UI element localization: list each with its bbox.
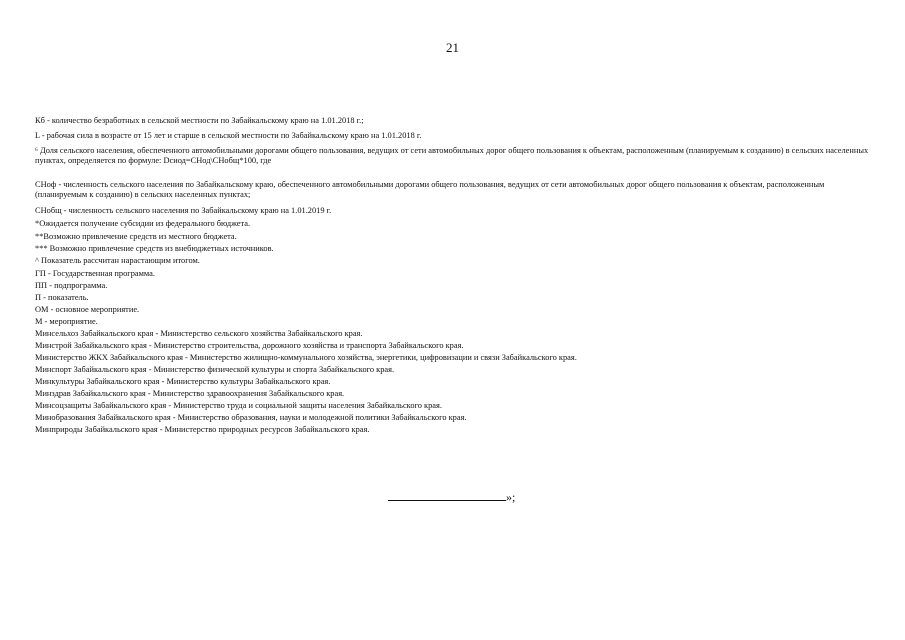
abbr-p: П - показатель. [35,293,89,302]
abbr-minzdrav: Минздрав Забайкальского края - Министерство здравоохранения Забайкальского края. [35,389,345,398]
abbr-minstroy: Минстрой Забайкальского края - Министерство строительства, дорожного хозяйства и транспорта Забайкальского края. [35,341,464,350]
l-definition: L - рабочая сила в возрасте от 15 лет и старше в сельской местности по Забайкальскому краю на 1.01.2018 г. [35,131,422,140]
footnote-6-formula: ⁶ Доля сельского населения, обеспеченного автомобильными дорогами общего пользования, ведущих от сети автомобильных дорог общего пользования к объектам, расположенным (планируемым к созданию) в сельских населенных пунктах, определяется по формуле: Dсиод=СНод\СНобщ*100, где [35,146,869,165]
abbr-minobrazovaniya: Минобразования Забайкальского края - Министерство образования, науки и молодежной политики Забайкальского края. [35,413,467,422]
abbr-om: ОМ - основное мероприятие. [35,305,140,314]
kb-definition: Кб - количество безработных в сельской местности по Забайкальскому краю на 1.01.2018 г.; [35,116,364,125]
abbr-minprirody: Минприроды Забайкальского края - Министерство природных ресурсов Забайкальского края. [35,425,370,434]
page-number: 21 [446,40,459,55]
note-local-budget: **Возможно привлечение средств из местного бюджета. [35,232,237,241]
snof-definition: СНоф - численность сельского населения по Забайкальскому краю, обеспеченного автомобильными дорогами общего пользования, ведущих от сети автомобильных дорог общего пользования к объектам, расположенным (планируемым к созданию) в сельских населенных пунктах; [35,180,825,199]
abbr-pp: ПП - подпрограмма. [35,281,108,290]
snobsh-definition: СНобщ - численность сельского населения по Забайкальскому краю на 1.01.2019 г. [35,206,332,215]
abbr-gp: ГП - Государственная программа. [35,269,155,278]
note-extrabudgetary: *** Возможно привлечение средств из внебюджетных источников. [35,244,274,253]
closing-quote: »; [506,490,516,504]
abbr-minsport: Минспорт Забайкальского края - Министерство физической культуры и спорта Забайкальского края. [35,365,395,374]
abbr-minselkhoz: Минсельхоз Забайкальского края - Министерство сельского хозяйства Забайкальского края. [35,329,363,338]
abbr-zhkh: Министерство ЖКХ Забайкальского края - Министерство жилищно-коммунального хозяйства, энергетики, цифровизации и связи Забайкальского края. [35,353,577,362]
closing-line [388,490,515,505]
abbr-m: М - мероприятие. [35,317,98,326]
abbr-minsotszashchity: Минсоцзащиты Забайкальского края - Министерство труда и социальной защиты населения Забайкальского края. [35,401,442,410]
note-federal-subsidy: *Ожидается получение субсидии из федерального бюджета. [35,219,251,228]
note-cumulative: ^ Показатель рассчитан нарастающим итогом. [35,256,200,265]
closing-rule [388,491,506,501]
abbr-minkultury: Минкультуры Забайкальского края - Министерство культуры Забайкальского края. [35,377,331,386]
